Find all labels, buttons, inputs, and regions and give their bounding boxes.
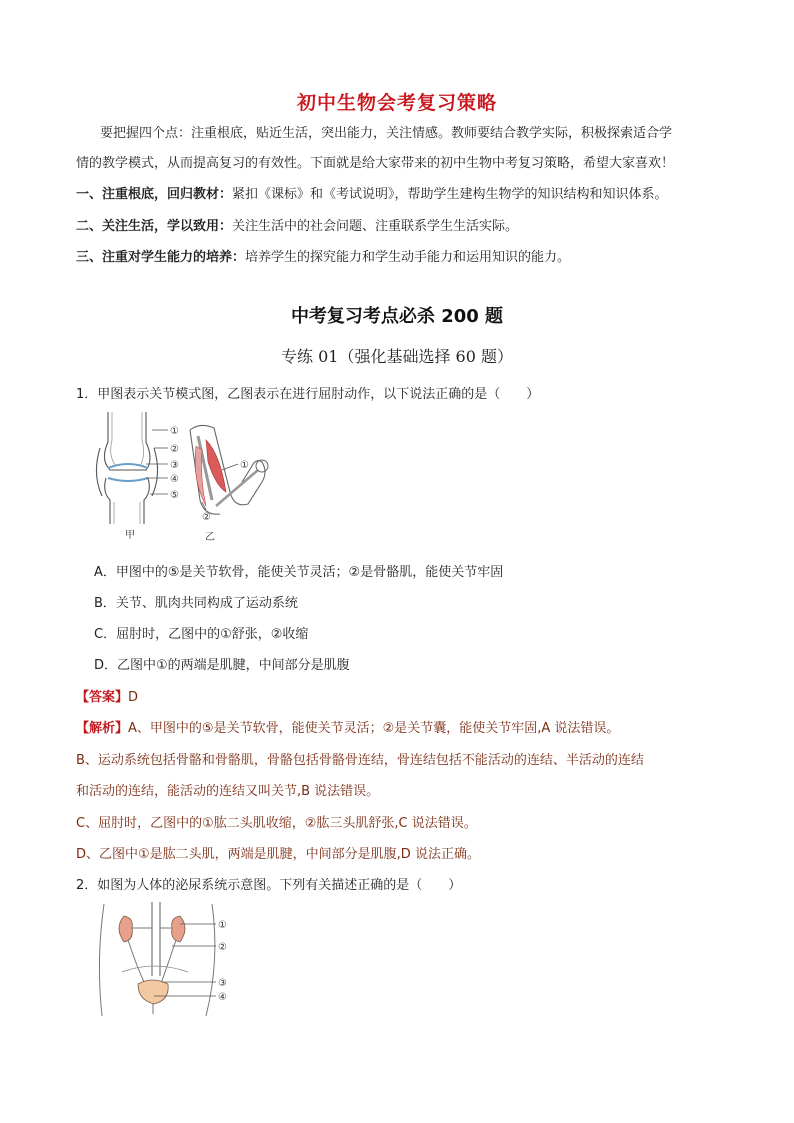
fig-jia-caption: 甲 [125, 530, 135, 541]
q1-option-b: B．关节、肌肉共同构成了运动系统 [94, 596, 298, 611]
joint-diagram [94, 412, 186, 542]
q1-option-d: D．乙图中①的两端是肌腱，中间部分是肌腹 [94, 658, 350, 673]
q1-analysis-line-2: B、运动系统包括骨骼和骨骼肌，骨骼包括骨骼骨连结，骨连结包括不能活动的连结、半活动的连结 [76, 753, 644, 768]
section-title: 中考复习考点必杀 200 题 [290, 306, 504, 327]
point-3-text: 培养学生的探究能力和学生动手能力和运用知识的能力。 [245, 250, 571, 265]
page-title: 初中生物会考复习策略 [296, 92, 497, 114]
arm-flexion-diagram [186, 420, 278, 546]
joint-label-4: ④ [170, 474, 179, 485]
answer-tag: 【答案】 [76, 690, 129, 705]
analysis-tag: 【解析】 [76, 721, 129, 736]
point-1-text: 紧扣《课标》和《考试说明》，帮助学生建构生物学的知识结构和知识体系。 [232, 187, 668, 202]
intro-line-2: 情的教学模式，从而提高复习的有效性。下面就是给大家带来的初中生物中考复习策略，希望大家喜欢！ [76, 156, 675, 171]
q1-analysis-line-1 [76, 717, 619, 736]
q2-stem: 2．如图为人体的泌尿系统示意图。下列有关描述正确的是（ ） [76, 878, 462, 893]
intro-line-1: 要把握四个点：注重根底，贴近生活，突出能力，关注情感。教师要结合教学实际，积极探索适合学 [100, 126, 673, 141]
arm-label-1: ① [240, 460, 249, 471]
q1-stem: 1．甲图表示关节模式图，乙图表示在进行屈肘动作，以下说法正确的是（ ） [76, 387, 540, 402]
joint-label-1: ① [170, 426, 179, 437]
urinary-label-4: ④ [218, 992, 227, 1003]
q1-analysis-line-3: 和活动的连结，能活动的连结又叫关节,B 说法错误。 [76, 784, 380, 799]
urinary-label-1: ① [218, 920, 227, 931]
arm-label-2: ② [202, 512, 211, 523]
answer-value: D [128, 690, 139, 705]
point-2-text: 关注生活中的社会问题、注重联系学生生活实际。 [232, 219, 519, 234]
analysis-text-1: A、甲图中的⑤是关节软骨，能使关节灵活；②是关节囊，能使关节牢固,A 说法错误。 [128, 721, 620, 736]
q1-option-c: C．屈肘时，乙图中的①舒张，②收缩 [94, 627, 309, 642]
point-3-label: 三、注重对学生能力的培养： [76, 250, 246, 265]
q1-answer [76, 686, 138, 705]
urinary-label-3: ③ [218, 978, 227, 989]
q1-option-a: A．甲图中的⑤是关节软骨，能使关节灵活；②是骨骼肌，能使关节牢固 [94, 565, 504, 580]
section-subtitle: 专练 01（强化基础选择 60 题） [281, 347, 513, 366]
joint-label-3: ③ [170, 460, 179, 471]
point-1-label: 一、注重根底，回归教材： [76, 187, 233, 202]
point-1 [76, 185, 668, 205]
joint-label-5: ⑤ [170, 490, 179, 501]
fig-yi-caption: 乙 [205, 532, 215, 543]
point-2 [76, 217, 518, 237]
q1-analysis-line-4: C、屈肘时，乙图中的①肱二头肌收缩，②肱三头肌舒张,C 说法错误。 [76, 816, 477, 831]
point-3 [76, 248, 570, 268]
urinary-label-2: ② [218, 942, 227, 953]
joint-label-2: ② [170, 444, 179, 455]
q1-analysis-line-5: D、乙图中①是肱二头肌，两端是肌腱，中间部分是肌腹,D 说法正确。 [76, 847, 480, 862]
urinary-system-diagram [94, 900, 244, 1022]
point-2-label: 二、关注生活，学以致用： [76, 219, 233, 234]
